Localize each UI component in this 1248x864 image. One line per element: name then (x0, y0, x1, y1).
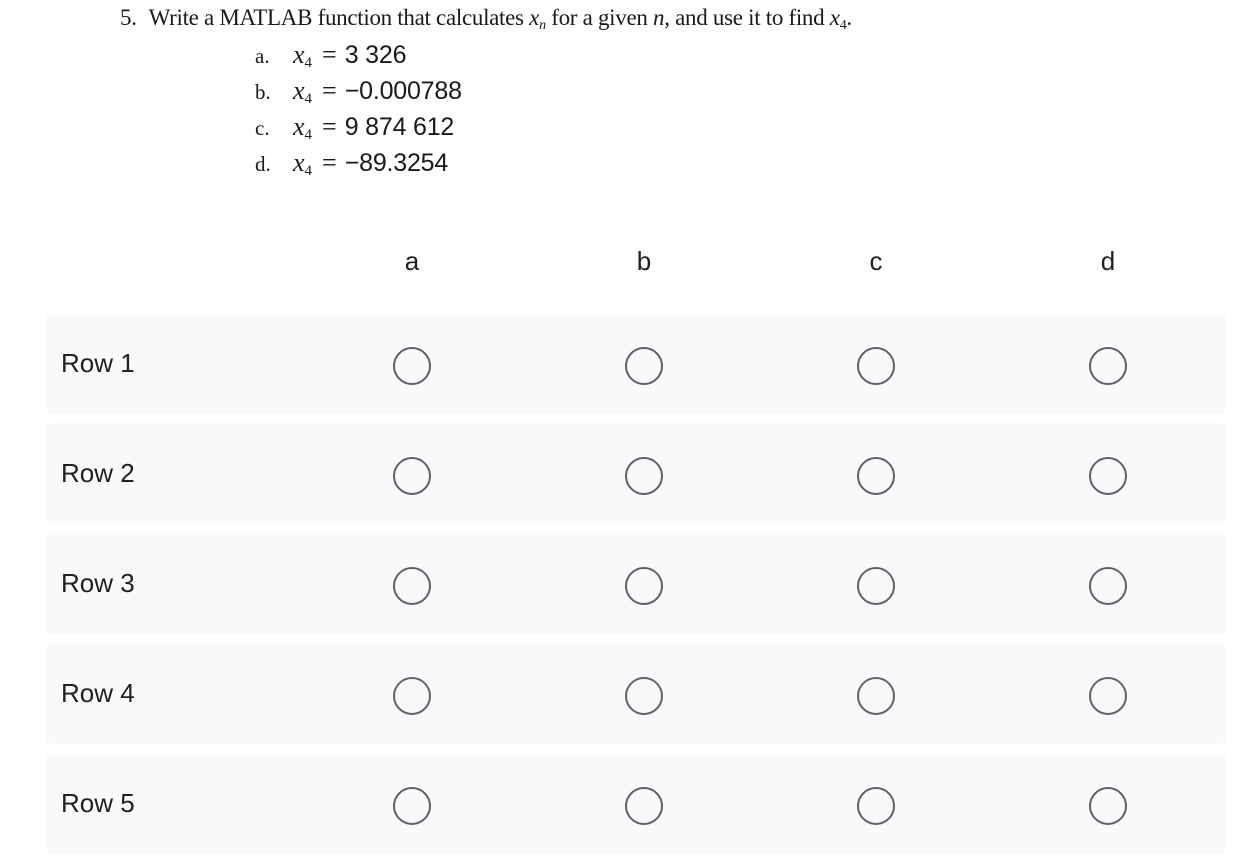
option-d (255, 148, 448, 178)
stem-var-sub: n (539, 18, 546, 33)
radio-row3-d[interactable] (1089, 567, 1127, 605)
row-label: Row 4 (61, 678, 135, 708)
option-letter: d. (255, 152, 271, 176)
stem-suffix: , and use it to find (664, 5, 825, 30)
column-header-b: b (636, 246, 652, 276)
option-equals: = (322, 76, 337, 105)
grid-row-2 (46, 423, 1226, 524)
radio-row3-a[interactable] (393, 567, 431, 605)
stem-n: n (653, 5, 665, 30)
row-label: Row 1 (61, 348, 135, 378)
option-var: $x_4$ (293, 148, 313, 179)
radio-row2-b[interactable] (625, 457, 663, 495)
grid-row-3 (46, 533, 1226, 634)
radio-row2-a[interactable] (393, 457, 431, 495)
stem-mid: for a given (551, 5, 648, 30)
option-letter: b. (255, 80, 271, 104)
radio-row3-b[interactable] (625, 567, 663, 605)
question-stem (120, 5, 852, 31)
radio-row5-b[interactable] (625, 787, 663, 825)
radio-row4-d[interactable] (1089, 677, 1127, 715)
option-value: 3 326 (344, 41, 407, 69)
radio-row1-c[interactable] (857, 347, 895, 385)
option-c (255, 112, 454, 142)
option-value: 9 874 612 (344, 113, 455, 141)
stem-prefix: Write a MATLAB function that calculates (148, 5, 524, 30)
stem-var: x (529, 5, 540, 30)
stem-target-sub: 4 (839, 18, 847, 33)
option-var: $x_4$ (293, 40, 313, 71)
row-label: Row 2 (61, 458, 135, 488)
radio-row1-d[interactable] (1089, 347, 1127, 385)
row-label: Row 5 (61, 788, 135, 818)
option-var: $x_4$ (293, 76, 313, 107)
option-equals: = (322, 40, 337, 69)
option-a (255, 40, 406, 70)
stem-end: . (846, 5, 852, 30)
grid-row-5 (46, 753, 1226, 854)
radio-row1-a[interactable] (393, 347, 431, 385)
option-b (255, 76, 462, 106)
column-header-a: a (404, 246, 420, 276)
option-equals: = (322, 148, 337, 177)
option-letter: c. (255, 116, 270, 140)
question-image (0, 0, 1248, 200)
column-header-c: c (869, 246, 883, 276)
radio-row2-c[interactable] (857, 457, 895, 495)
option-var: $x_4$ (293, 112, 313, 143)
radio-row4-a[interactable] (393, 677, 431, 715)
radio-row2-d[interactable] (1089, 457, 1127, 495)
radio-row5-c[interactable] (857, 787, 895, 825)
option-letter: a. (255, 44, 270, 68)
radio-row1-b[interactable] (625, 347, 663, 385)
question-number: 5. (120, 5, 137, 30)
row-label: Row 3 (61, 568, 135, 598)
grid-row-1 (46, 313, 1226, 414)
radio-row4-c[interactable] (857, 677, 895, 715)
option-value: −0.000788 (344, 77, 462, 105)
radio-row3-c[interactable] (857, 567, 895, 605)
radio-row5-a[interactable] (393, 787, 431, 825)
column-header-d: d (1100, 246, 1116, 276)
stem-target-var: x (829, 5, 840, 30)
radio-row5-d[interactable] (1089, 787, 1127, 825)
grid-row-4 (46, 643, 1226, 744)
radio-row4-b[interactable] (625, 677, 663, 715)
option-equals: = (322, 112, 337, 141)
option-value: −89.3254 (344, 149, 449, 177)
